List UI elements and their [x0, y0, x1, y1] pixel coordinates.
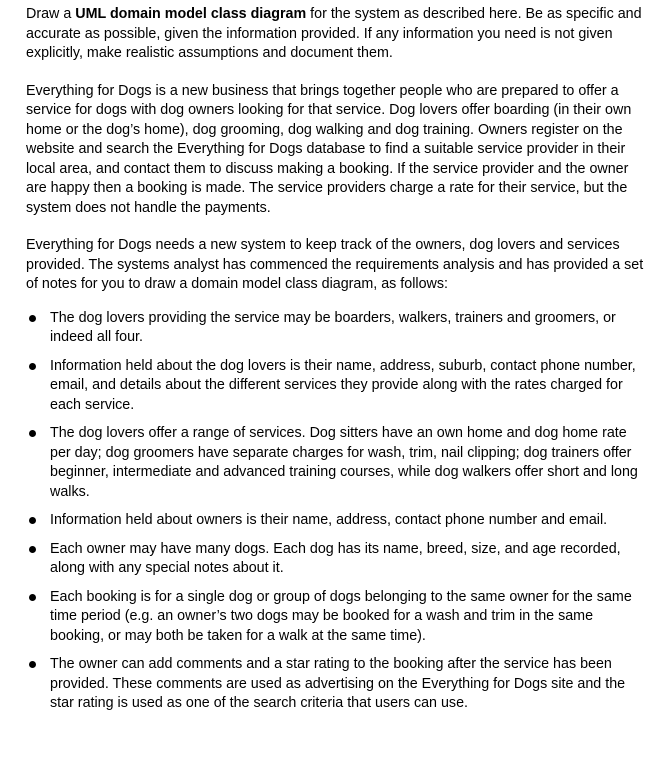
- bullet-icon: [29, 315, 36, 322]
- bullet-text: Each owner may have many dogs. Each dog has its name, breed, size, and age recorded, along with any special notes about it.: [50, 540, 621, 576]
- intro-paragraph: [26, 5, 650, 64]
- intro-bold-phrase: UML domain model class diagram: [75, 6, 307, 22]
- bullet-item: [26, 588, 650, 647]
- business-description-paragraph: Everything for Dogs is a new business that brings together people who are prepared to offer a service for dogs with dog owners looking for that service. Dog lovers offer boarding (in their own home or the dog’s home), dog grooming, dog walking and dog training. Owners register on the website and search the Everything for Dogs database to find a suitable service provider in their local area, and contact them to discuss making a booking. If the service provider and the owner are happy then a booking is made. The service providers charge a rate for their service, but the system does not handle the payments.: [26, 82, 632, 216]
- bullet-item: [26, 655, 650, 714]
- bullet-text: Information held about owners is their name, address, contact phone number and email.: [50, 512, 608, 528]
- bullet-icon: [29, 430, 36, 437]
- bullet-item: [26, 424, 650, 502]
- bullet-item: [26, 540, 650, 579]
- bullet-text: Information held about the dog lovers is their name, address, suburb, contact phone number, email, and details about the different services they provide along with the rates charged for each service.: [50, 357, 636, 413]
- requirements-bullet-list: [26, 309, 650, 714]
- bullet-icon: [29, 661, 36, 668]
- bullet-icon: [29, 546, 36, 553]
- bullet-text: The owner can add comments and a star rating to the booking after the service has been provided. These comments are used as advertising on the Everything for Dogs site and the star rating is used as one of the search criteria that users can use.: [50, 656, 626, 711]
- bullet-item: [26, 511, 650, 531]
- bullet-text: Each booking is for a single dog or group of dogs belonging to the same owner for the same time period (e.g. an owner’s two dogs may be booked for a wash and trim in the same booking, or may both be taken for a walk at the same time).: [50, 588, 632, 644]
- bullet-icon: [29, 517, 36, 524]
- bullet-icon: [29, 594, 36, 601]
- bullet-text: The dog lovers providing the service may be boarders, walkers, trainers and groomers, or indeed all four.: [50, 309, 616, 345]
- intro-rest: for the system as described here. Be as specific and accurate as possible, given the information provided. If any information you need is not given explicitly, make realistic assumptions and document them.: [26, 6, 642, 61]
- bullet-item: [26, 309, 650, 348]
- bullet-icon: [29, 363, 36, 370]
- bullet-item: [26, 357, 650, 416]
- intro-lead: Draw a: [26, 6, 76, 22]
- bullet-text: The dog lovers offer a range of services. Dog sitters have an own home and dog home rate per day; dog groomers have separate charges for wash, trim, nail clipping; dog trainers offer beginner, intermediate and advanced training courses, while dog walkers offer short and long walks.: [50, 425, 638, 500]
- requirements-paragraph: Everything for Dogs needs a new system to keep track of the owners, dog lovers and services provided. The systems analyst has commenced the requirements analysis and has provided a set of notes for you to draw a domain model class diagram, as follows:: [26, 237, 644, 292]
